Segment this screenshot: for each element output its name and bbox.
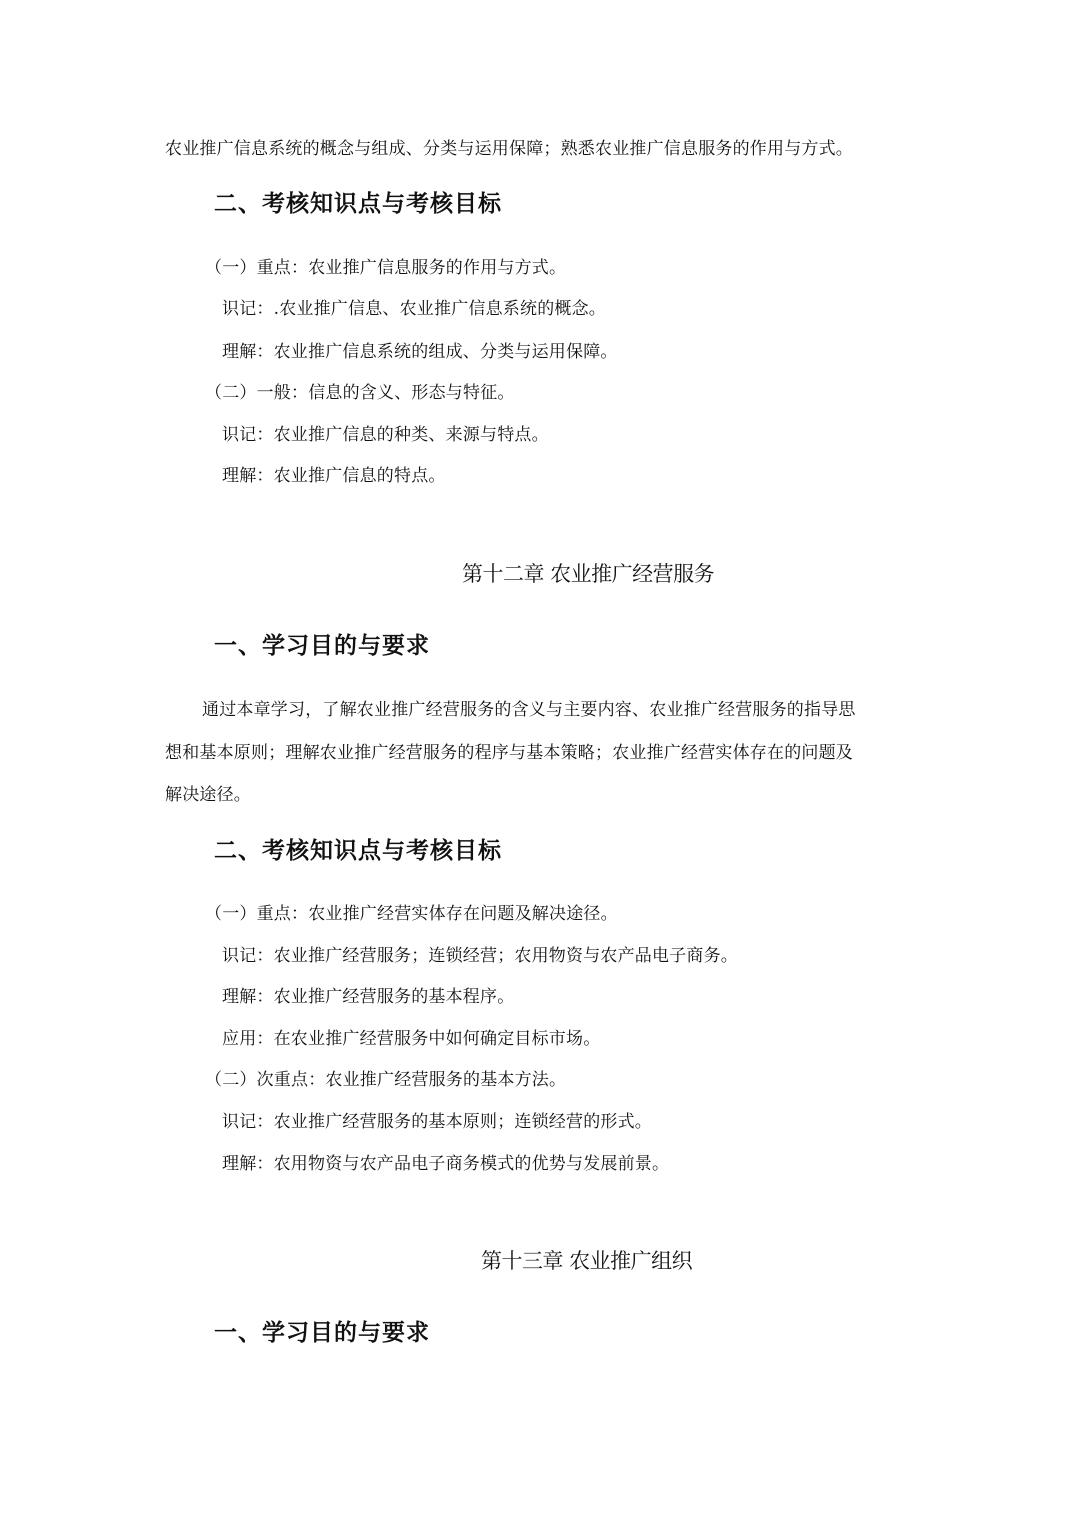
ch12-paragraph-line-1: 通过本章学习，了解农业推广经营服务的含义与主要内容、农业推广经营服务的指导思 xyxy=(202,700,856,720)
ch12-section1-heading: 一、学习目的与要求 xyxy=(214,633,430,659)
ch11-item-1: （一）重点：农业推广信息服务的作用与方式。 xyxy=(205,258,567,278)
ch11-item-6: 理解：农业推广信息的特点。 xyxy=(222,466,446,486)
ch12-paragraph-line-3: 解决途径。 xyxy=(165,785,251,805)
ch12-item-3: 理解：农业推广经营服务的基本程序。 xyxy=(222,987,515,1007)
ch12-title: 第十二章 农业推广经营服务 xyxy=(462,562,715,586)
ch12-item-6: 识记：农业推广经营服务的基本原则；连锁经营的形式。 xyxy=(222,1112,652,1132)
ch11-section2-heading: 二、考核知识点与考核目标 xyxy=(214,191,502,217)
ch13-section1-heading: 一、学习目的与要求 xyxy=(214,1320,430,1346)
ch13-title: 第十三章 农业推广组织 xyxy=(481,1249,693,1273)
ch12-item-7: 理解：农用物资与农产品电子商务模式的优势与发展前景。 xyxy=(222,1154,670,1174)
ch11-item-2: 识记：.农业推广信息、农业推广信息系统的概念。 xyxy=(222,299,607,319)
ch11-item-3: 理解：农业推广信息系统的组成、分类与运用保障。 xyxy=(222,342,618,362)
intro-text: 农业推广信息系统的概念与组成、分类与运用保障；熟悉农业推广信息服务的作用与方式。 xyxy=(165,139,853,159)
ch12-item-4: 应用：在农业推广经营服务中如何确定目标市场。 xyxy=(222,1029,601,1049)
ch12-item-1: （一）重点：农业推广经营实体存在问题及解决途径。 xyxy=(205,904,618,924)
ch12-item-2: 识记：农业推广经营服务；连锁经营；农用物资与农产品电子商务。 xyxy=(222,946,738,966)
ch11-item-4: （二）一般：信息的含义、形态与特征。 xyxy=(205,383,515,403)
ch11-item-5: 识记：农业推广信息的种类、来源与特点。 xyxy=(222,425,549,445)
ch12-section2-heading: 二、考核知识点与考核目标 xyxy=(214,838,502,864)
ch12-paragraph-line-2: 想和基本原则；理解农业推广经营服务的程序与基本策略；农业推广经营实体存在的问题及 xyxy=(165,743,853,763)
ch12-item-5: （二）次重点：农业推广经营服务的基本方法。 xyxy=(205,1070,567,1090)
